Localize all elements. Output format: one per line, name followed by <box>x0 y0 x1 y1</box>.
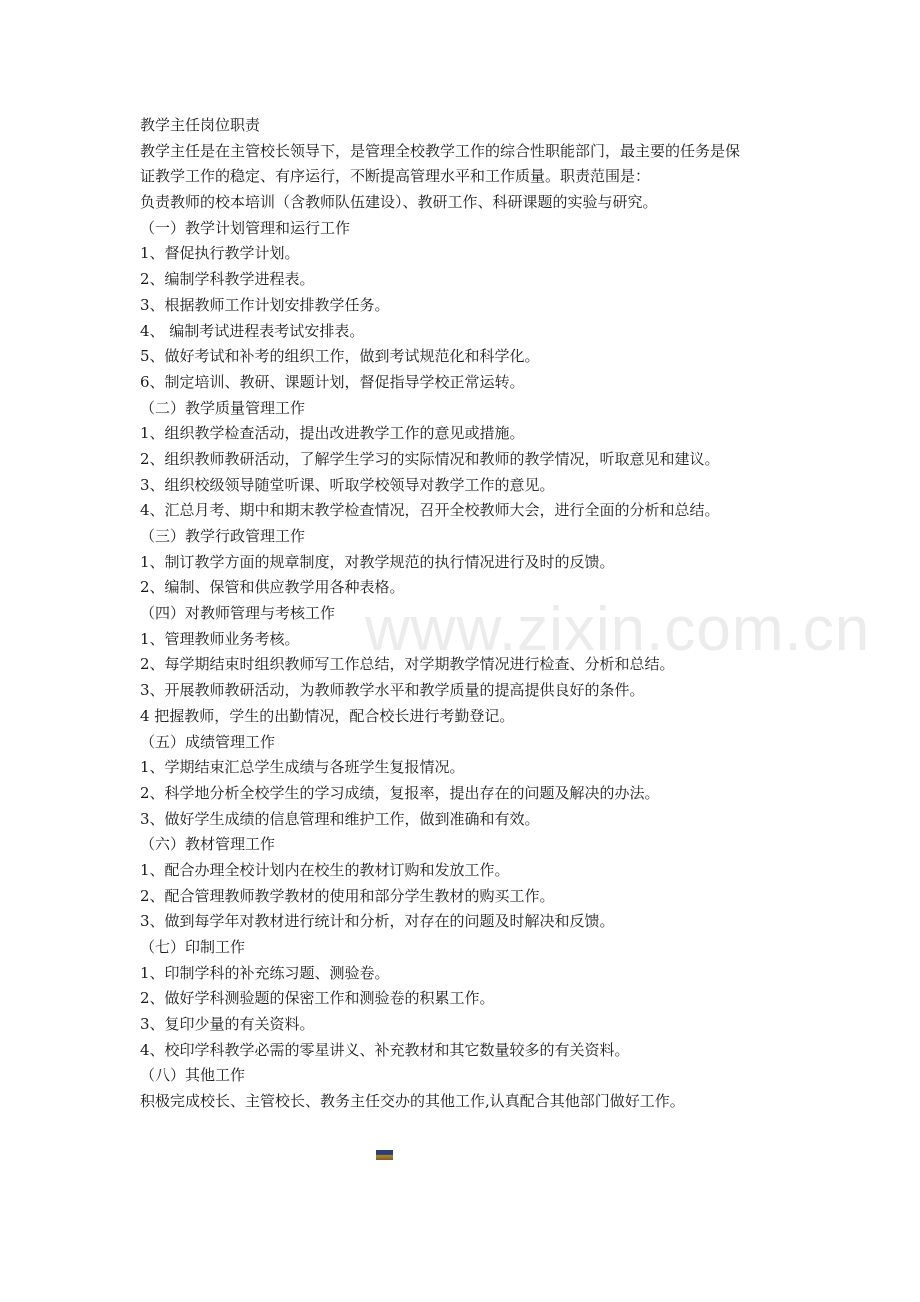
section-heading: （五）成绩管理工作 <box>140 732 276 751</box>
section-heading: （八）其他工作 <box>140 1066 246 1085</box>
scope-paragraph: 负责教师的校本培训（含教师队伍建设）、教研工作、科研课题的实验与研究。 <box>140 193 658 212</box>
list-item: 1、管理教师业务考核。 <box>140 629 300 648</box>
list-item: 4 把握教师，学生的出勤情况，配合校长进行考勤登记。 <box>140 706 515 725</box>
section-heading: （三）教学行政管理工作 <box>140 527 306 545</box>
intro-line-1: 教学主任是在主管校长领导下，是管理全校教学工作的综合性职能部门，最主要的任务是保 <box>140 141 741 160</box>
document-body <box>0 113 920 1115</box>
list-item: 1、制订教学方面的规章制度，对教学规范的执行情况进行及时的反馈。 <box>140 552 615 571</box>
list-item: 3、做到每学年对教材进行统计和分析，对存在的问题及时解决和反馈。 <box>140 912 615 931</box>
list-item: 6、制定培训、教研、课题计划，督促指导学校正常运转。 <box>140 372 525 391</box>
list-item: 3、复印少量的有关资料。 <box>140 1015 315 1034</box>
section-heading: （二）教学质量管理工作 <box>140 398 306 417</box>
list-item: 1、配合办理全校计划内在校生的教材订购和发放工作。 <box>140 860 510 879</box>
list-item: 1、督促执行教学计划。 <box>140 244 300 263</box>
list-item: 2、做好学科测验题的保密工作和测验卷的积累工作。 <box>140 989 495 1008</box>
list-item: 4、 编制考试进程表考试安排表。 <box>140 321 365 340</box>
list-item: 2、每学期结束时组织教师写工作总结，对学期教学情况进行检查、分析和总结。 <box>140 655 675 674</box>
list-item: 2、科学地分析全校学生的学习成绩，复报率，提出存在的问题及解决的办法。 <box>140 783 660 802</box>
list-item: 2、配合管理教师教学教材的使用和部分学生教材的购买工作。 <box>140 886 555 905</box>
list-item: 5、做好考试和补考的组织工作，做到考试规范化和科学化。 <box>140 347 540 366</box>
list-item: 1、印制学科的补充练习题、测验卷。 <box>140 963 390 982</box>
page-title: 教学主任岗位职责 <box>140 116 261 134</box>
list-item: 1、学期结束汇总学生成绩与各班学生复报情况。 <box>140 758 465 777</box>
list-item: 2、编制学科教学进程表。 <box>140 270 315 289</box>
section-heading: （六）教材管理工作 <box>140 835 276 854</box>
list-item: 1、组织教学检查活动，提出改进教学工作的意见或措施。 <box>140 424 525 443</box>
list-item: 2、编制、保管和供应教学用各种表格。 <box>140 578 405 597</box>
list-item: 3、做好学生成绩的信息管理和维护工作，做到准确和有效。 <box>140 809 540 828</box>
watermark-text: www.zixin.com.cn <box>365 595 871 664</box>
list-item: 3、开展教师教研活动，为教师教学水平和教学质量的提高提供良好的条件。 <box>140 681 645 700</box>
list-item: 3、组织校级领导随堂听课、听取学校领导对教学工作的意见。 <box>140 475 555 494</box>
list-item: 积极完成校长、主管校长、教务主任交办的其他工作,认真配合其他部门做好工作。 <box>140 1092 685 1111</box>
list-item: 3、根据教师工作计划安排教学任务。 <box>140 295 390 314</box>
list-item: 4、汇总月考、期中和期末教学检查情况，召开全校教师大会，进行全面的分析和总结。 <box>140 501 720 520</box>
intro-line-2: 证教学工作的稳定、有序运行，不断提高管理水平和工作质量。职责范围是： <box>140 167 651 186</box>
small-image-icon <box>376 1150 393 1160</box>
section-heading: （四）对教师管理与考核工作 <box>140 604 336 623</box>
section-heading: （一）教学计划管理和运行工作 <box>140 218 351 237</box>
section-heading: （七）印制工作 <box>140 938 246 956</box>
list-item: 2、组织教师教研活动，了解学生学习的实际情况和教师的教学情况，听取意见和建议。 <box>140 449 720 468</box>
list-item: 4、校印学科教学必需的零星讲义、补充教材和其它数量较多的有关资料。 <box>140 1040 630 1059</box>
